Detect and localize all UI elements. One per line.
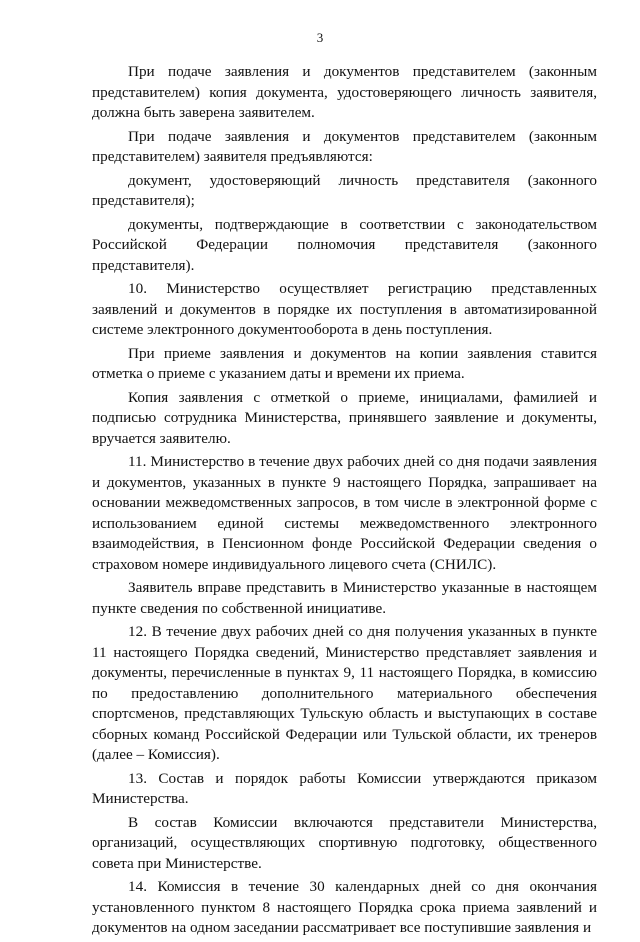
paragraph-item-14: 14. Комиссия в течение 30 календарных дней со дня окончания установленного пунктом 8 настоящего Порядка срока приема заявлений и документов на одном заседании рассматривает все поступившие заявления и (92, 878, 597, 936)
paragraph-representative-presents: При подаче заявления и документов представителем (законным представителем) заявителя предъявляются: (92, 127, 597, 165)
paragraph-own-initiative: Заявитель вправе представить в Министерство указанные в настоящем пункте сведения по собственной инициативе. (92, 579, 597, 617)
paragraph-receipt-mark: При приеме заявления и документов на копии заявления ставится отметка о приеме с указанием даты и времени их приема. (92, 344, 597, 382)
paragraph-item-11: 11. Министерство в течение двух рабочих дней со дня подачи заявления и документов, указанных в пункте 9 настоящего Порядка, запрашивает на основании межведомственных запросов, в том числе в электронной форме с использованием единой системы межведомственного электронного взаимодействия, в Пенсионном фонде Российской Федерации сведения о страховом номере индивидуального лицевого счета (СНИЛС). (92, 453, 597, 573)
document-body (92, 62, 597, 942)
page-number: 3 (316, 30, 324, 45)
paragraph-copy-handed: Копия заявления с отметкой о приеме, инициалами, фамилией и подписью сотрудника Министерства, принявшего заявление и документы, вручается заявителю. (92, 388, 597, 447)
paragraph-authority-documents: документы, подтверждающие в соответствии с законодательством Российской Федерации полномочия представителя (законного представителя). (92, 215, 597, 274)
paragraph-item-12: 12. В течение двух рабочих дней со дня получения указанных в пункте 11 настоящего Порядка сведений, Министерство представляет заявления и документы, перечисленные в пунктах 9, 11 настоящего Порядка, в комиссию по предоставлению дополнительного материального обеспечения спортсменов, представляющих Тульскую область и выступающих в составе сборных команд Российской Федерации или Тульской области, их тренеров (далее – Комиссия). (92, 623, 597, 763)
paragraph-commission-members: В состав Комиссии включаются представители Министерства, организаций, осуществляющих спортивную подготовку, общественного совета при Министерстве. (92, 813, 597, 872)
paragraph-item-10: 10. Министерство осуществляет регистрацию представленных заявлений и документов в порядке их поступления в автоматизированной системе электронного документооборота в день поступления. (92, 280, 597, 338)
paragraph-representative-copy: При подаче заявления и документов представителем (законным представителем) копия документа, удостоверяющего личность заявителя, должна быть заверена заявителем. (92, 63, 597, 121)
paragraph-identity-document: документ, удостоверяющий личность представителя (законного представителя); (92, 171, 597, 209)
paragraph-item-13: 13. Состав и порядок работы Комиссии утверждаются приказом Министерства. (92, 769, 597, 807)
